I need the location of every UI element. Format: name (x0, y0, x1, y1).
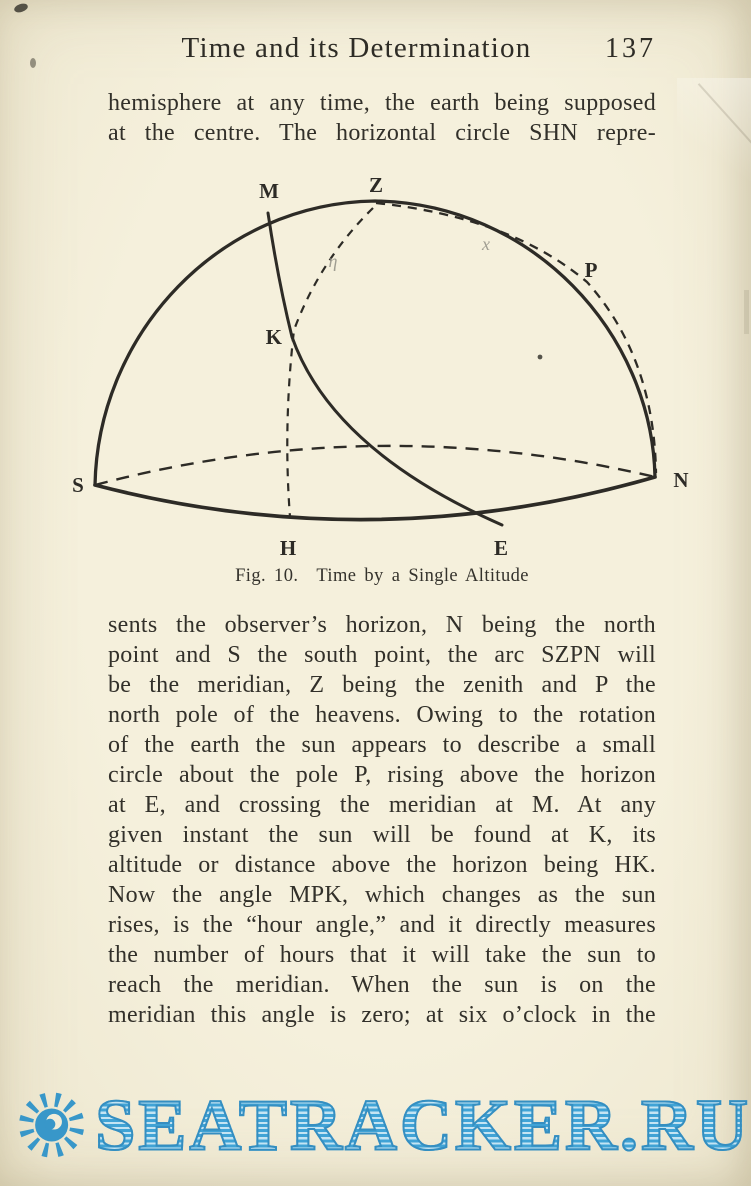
scan-blemish (13, 2, 29, 14)
horizon-far-edge (95, 446, 655, 485)
page-number: 137 (605, 33, 656, 64)
text-line: point and S the south point, the arc SZPN will (108, 642, 656, 668)
hemisphere-diagram (40, 175, 720, 565)
body-paragraph (108, 610, 656, 1030)
watermark-text: SEATRACKER.RU (95, 1083, 751, 1168)
horizon-near-edge (95, 477, 655, 520)
label-M: M (259, 179, 279, 203)
text-line: rises, is the “hour angle,” and it directly measures (108, 912, 656, 938)
text-line: Now the angle MPK, which changes as the sun (108, 882, 656, 908)
scan-blemish (30, 58, 36, 68)
label-P: P (584, 258, 598, 282)
label-K: K (265, 325, 282, 349)
label-E: E (493, 536, 509, 560)
figure-caption (108, 566, 656, 587)
label-H: H (279, 536, 297, 560)
text-line: sents the observer’s horizon, N being the north (108, 612, 656, 638)
label-S: S (72, 473, 84, 497)
text-line: the number of hours that it will take the sun to (108, 942, 656, 968)
running-head (108, 32, 656, 65)
text-line: be the meridian, Z being the zenith and P the (108, 672, 656, 698)
diurnal-circle-MKE (265, 213, 502, 525)
scan-dot (538, 355, 543, 360)
watermark (12, 1072, 751, 1178)
dome-outline (95, 201, 655, 485)
text-line: at E, and crossing the meridian at M. At any (108, 792, 656, 818)
text-line: circle about the pole P, rising above the horizon (108, 762, 656, 788)
handwritten-eta: η (328, 251, 338, 271)
text-line: reach the meridian. When the sun is on the (108, 972, 656, 998)
scan-blemish (744, 290, 749, 334)
text-line: at the centre. The horizontal circle SHN repre- (108, 120, 656, 146)
figure-caption-number: Fig. 10. (235, 566, 299, 586)
intro-paragraph (108, 88, 656, 148)
sun-logo-icon (12, 1077, 91, 1173)
label-Z: Z (368, 175, 384, 197)
text-line: of the earth the sun appears to describe a small (108, 732, 656, 758)
handwritten-x: x (482, 234, 490, 254)
text-line: hemisphere at any time, the earth being supposed (108, 90, 656, 116)
text-line: north pole of the heavens. Owing to the rotation (108, 702, 656, 728)
label-N: N (673, 468, 689, 492)
text-line: altitude or distance above the horizon being HK. (108, 852, 656, 878)
figure-10-diagram (40, 175, 720, 565)
page-title: Time and its Determination (181, 32, 532, 64)
figure-caption-title: Time by a Single Altitude (316, 566, 529, 586)
text-line: meridian this angle is zero; at six o’clock in the (108, 1002, 656, 1028)
text-line: given instant the sun will be found at K, its (108, 822, 656, 848)
